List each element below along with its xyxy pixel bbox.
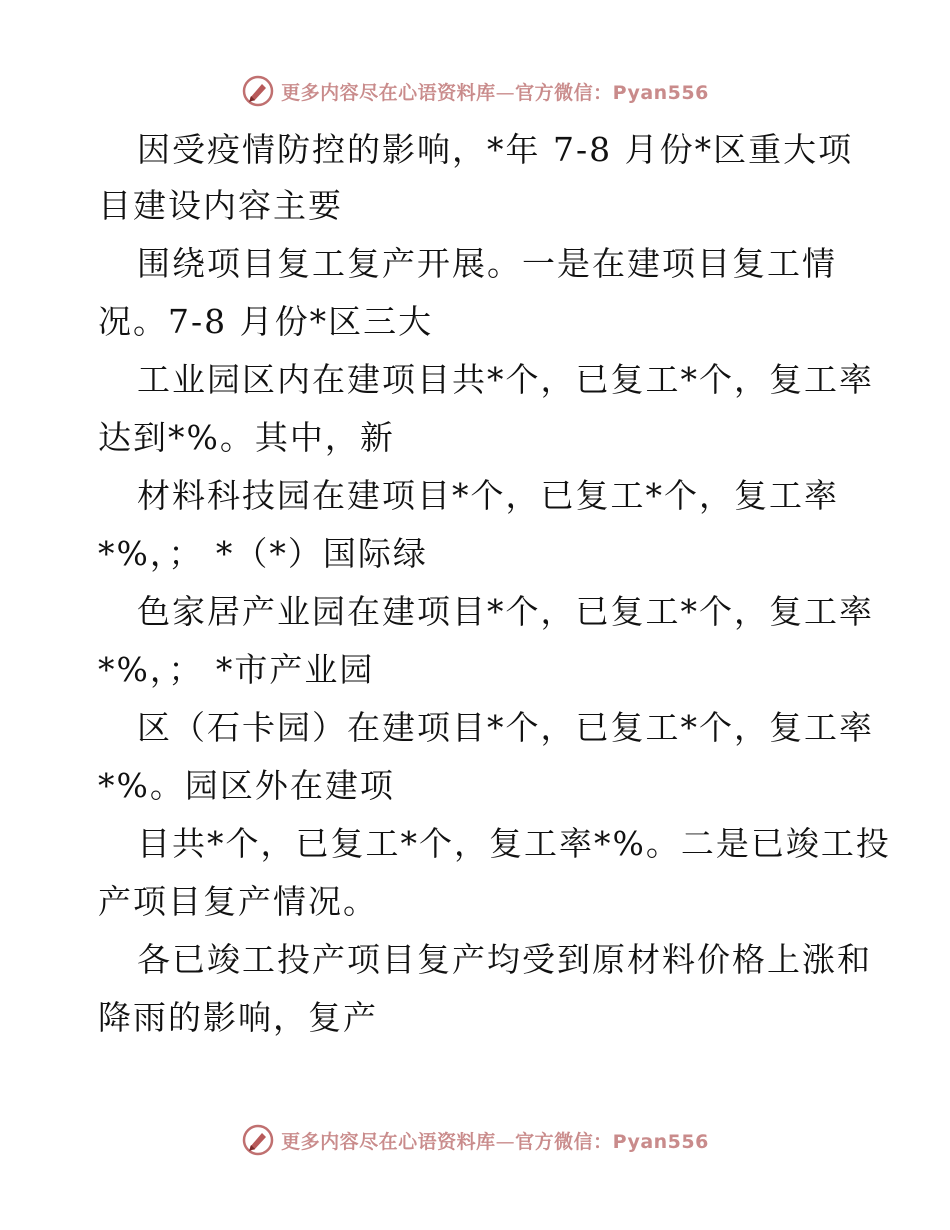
paragraph-line: *%，； *市产业园 (98, 650, 375, 689)
paragraph-line: *%。园区外在建项 (98, 766, 395, 805)
paragraph-line: *%，； *（*）国际绿 (98, 534, 428, 573)
watermark-text: 更多内容尽在心语资料库—官方微信：Pyan556 (281, 1130, 709, 1153)
paragraph-line: 况。7-8 月份*区三大 (98, 302, 434, 341)
paragraph-line: 各已竣工投产项目复产均受到原材料价格上涨和 (137, 940, 872, 979)
watermark-text: 更多内容尽在心语资料库—官方微信：Pyan556 (281, 81, 709, 104)
paragraph-line: 产项目复产情况。 (98, 882, 378, 921)
paragraph-line: 围绕项目复工复产开展。一是在建项目复工情 (137, 244, 837, 283)
pen-logo-icon (241, 74, 275, 108)
paragraph-line: 目建设内容主要 (98, 186, 343, 225)
paragraph-line: 因受疫情防控的影响，*年 7-8 月份*区重大项 (137, 130, 854, 169)
paragraph-line: 材料科技园在建项目*个，已复工*个，复工率 (137, 476, 839, 515)
pen-logo-icon (241, 1123, 275, 1157)
paragraph-line: 区（石卡园）在建项目*个，已复工*个，复工率 (137, 708, 874, 747)
header-watermark (0, 71, 950, 111)
paragraph-line: 目共*个，已复工*个，复工率*%。二是已竣工投 (137, 824, 891, 863)
paragraph-line: 工业园区内在建项目共*个，已复工*个，复工率 (137, 360, 874, 399)
paragraph-line: 降雨的影响，复产 (98, 998, 378, 1037)
paragraph-line: 达到*%。其中，新 (98, 418, 395, 457)
paragraph-line: 色家居产业园在建项目*个，已复工*个，复工率 (137, 592, 874, 631)
footer-watermark (0, 1120, 950, 1160)
